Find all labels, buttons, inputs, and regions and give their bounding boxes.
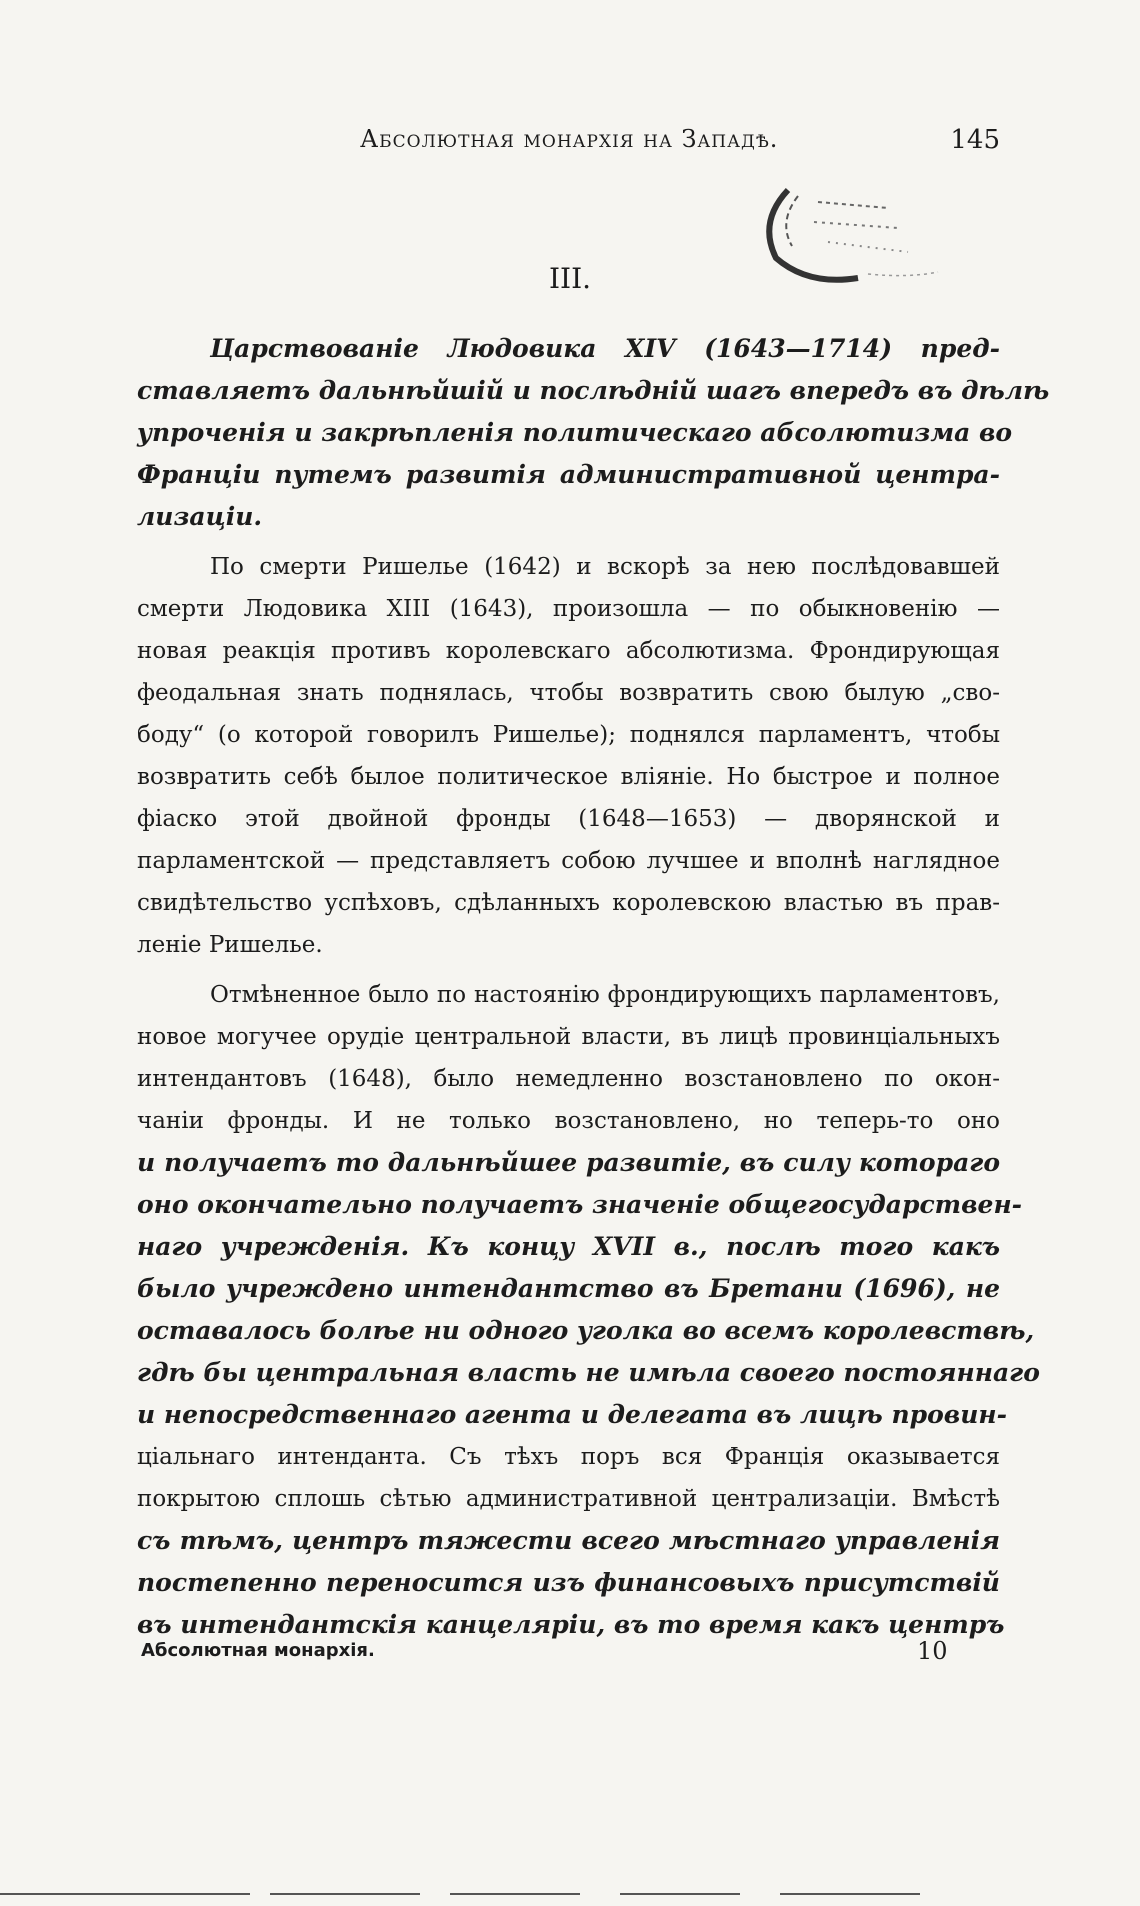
- running-title: Абсолютная монархія на Западѣ.: [360, 125, 779, 153]
- text-line: наго учрежденія. Къ концу XVII в., послѣ того какъ: [137, 1232, 1000, 1261]
- bottom-rule: [780, 1893, 920, 1895]
- section-number: III.: [548, 262, 592, 295]
- bottom-rule: [270, 1893, 420, 1895]
- text-line: постепенно переносится изъ финансовыхъ присутствій: [137, 1568, 1000, 1597]
- text-line: смерти Людовика XIII (1643), произошла — по обыкновенію —: [137, 596, 1000, 622]
- text-line: возвратить себѣ былое политическое вліяніе. Но быстрое и полное: [137, 764, 1000, 790]
- text-line: покрытою сплошь сѣтью административной централизаціи. Вмѣстѣ: [137, 1486, 1000, 1512]
- text-line: боду“ (о которой говорилъ Ришелье); поднялся парламентъ, чтобы: [137, 722, 1000, 748]
- running-head: [360, 125, 1000, 165]
- text-line: и получаетъ то дальнѣйшее развитіе, въ силу котораго: [137, 1148, 1000, 1177]
- body-text: [137, 328, 1050, 1646]
- page-number: 145: [950, 125, 1000, 155]
- text-line: упроченія и закрѣпленія политическаго абсолютизма во: [137, 418, 1013, 447]
- text-line: чаніи фронды. И не только возстановлено, но теперь-то оно: [137, 1108, 1000, 1134]
- text-line: новое могучее орудіе центральной власти, въ лицѣ провинціальныхъ: [137, 1024, 1000, 1050]
- signature-mark: Абсолютная монархія.: [141, 1640, 375, 1661]
- text-line: Царствованіе Людовика XIV (1643—1714) пред-: [210, 334, 1000, 363]
- text-line: было учреждено интендантство въ Бретани (1696), не: [137, 1274, 1000, 1303]
- text-line: свидѣтельство успѣховъ, сдѣланныхъ королевскою властью въ прав-: [137, 890, 1000, 916]
- text-line: гдѣ бы центральная власть не имѣла своего постояннаго: [137, 1358, 1040, 1387]
- text-line: лизаціи.: [137, 502, 263, 531]
- text-line: фіаско этой двойной фронды (1648—1653) — дворянской и: [137, 806, 1000, 832]
- text-line: ціальнаго интенданта. Съ тѣхъ поръ вся Франція оказывается: [137, 1444, 1000, 1470]
- text-line: Франціи путемъ развитія административной центра-: [137, 460, 1000, 489]
- text-line: интендантовъ (1648), было немедленно возстановлено по окон-: [137, 1066, 1000, 1092]
- sheet-number: 10: [917, 1637, 948, 1665]
- text-line: По смерти Ришелье (1642) и вскорѣ за нею послѣдовавшей: [210, 554, 1000, 580]
- paragraph-3: [137, 974, 1040, 1646]
- paragraph-2: [137, 546, 1000, 966]
- text-line: съ тѣмъ, центръ тяжести всего мѣстнаго управленія: [137, 1526, 1000, 1555]
- text-line: парламентской — представляетъ собою лучшее и вполнѣ наглядное: [137, 848, 1000, 874]
- text-line: оставалось болѣе ни одного уголка во всемъ королевствѣ,: [137, 1316, 1035, 1345]
- bottom-rule: [0, 1893, 250, 1895]
- text-line: ставляетъ дальнѣйшій и послѣдній шагъ впередъ въ дѣлѣ: [137, 376, 1050, 405]
- bottom-rule: [450, 1893, 580, 1895]
- text-line: оно окончательно получаетъ значеніе общегосударствен-: [137, 1190, 1023, 1219]
- text-line: Отмѣненное было по настоянію фрондирующихъ парламентовъ,: [210, 982, 1000, 1008]
- text-line: феодальная знать поднялась, чтобы возвратить свою былую „сво-: [137, 680, 1000, 706]
- text-line: леніе Ришелье.: [137, 932, 323, 958]
- bottom-rule: [620, 1893, 740, 1895]
- text-line: въ интендантскія канцеляріи, въ то время какъ центръ: [137, 1610, 1005, 1639]
- text-line: и непосредственнаго агента и делегата въ лицѣ провин-: [137, 1400, 1008, 1429]
- text-line: новая реакція противъ королевскаго абсолютизма. Фрондирующая: [137, 638, 1000, 664]
- paragraph-1: [137, 328, 1050, 538]
